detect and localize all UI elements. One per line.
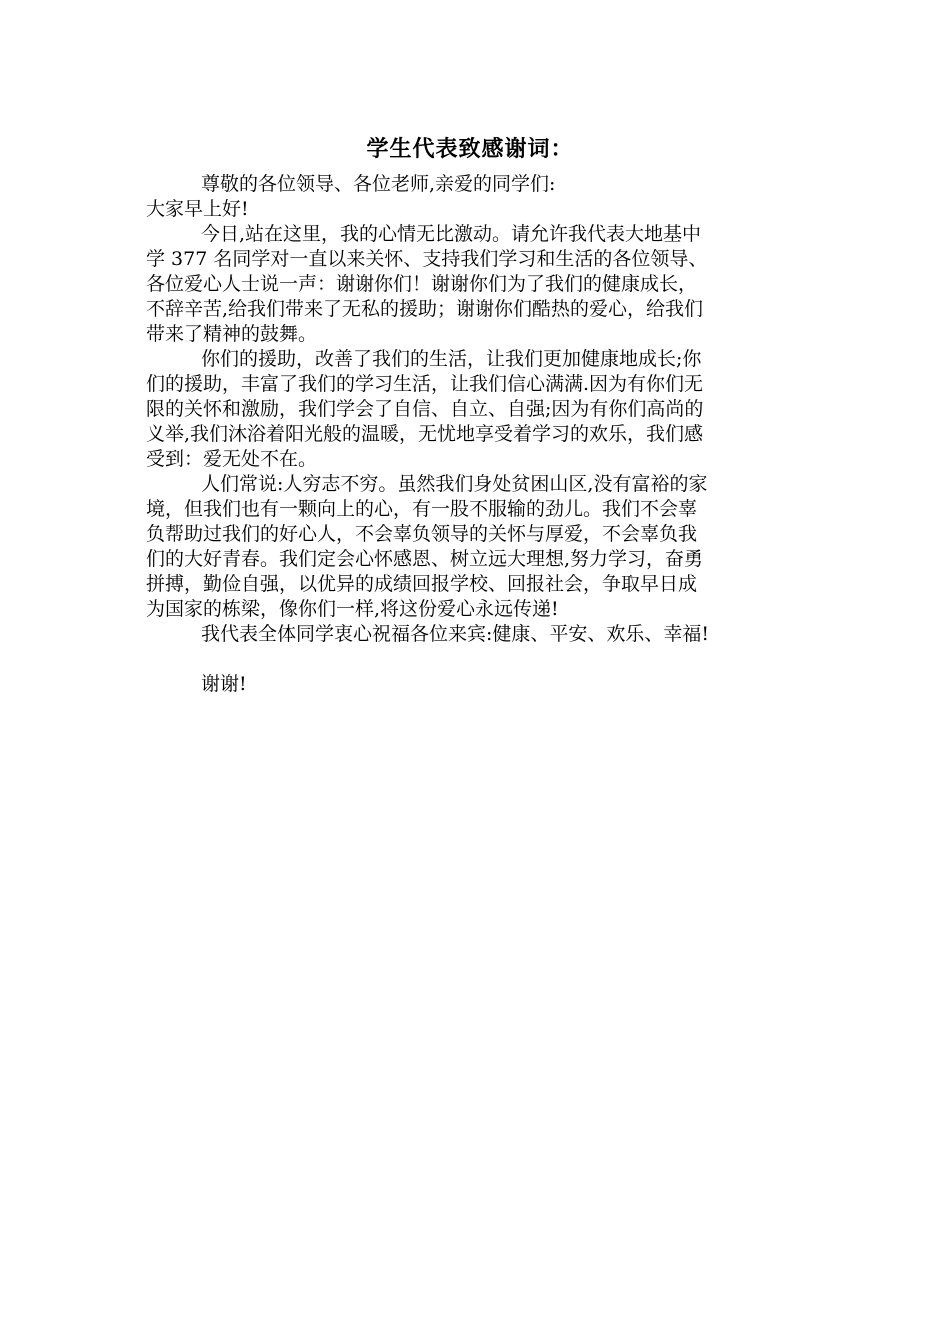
- paragraph-line: 负帮助过我们的好心人，不会辜负领导的关怀与厚爱，不会辜负我: [146, 523, 698, 545]
- greeting-line: 尊敬的各位领导、各位老师,亲爱的同学们:: [201, 173, 556, 195]
- paragraph-line: 各位爱心人士说一声：谢谢你们！谢谢你们为了我们的健康成长，: [146, 273, 698, 295]
- paragraph-line: 受到：爱无处不在。: [146, 448, 318, 470]
- paragraph-line: 你们的援助，改善了我们的生活，让我们更加健康地成长;你: [201, 348, 702, 370]
- closing-line: 谢谢!: [201, 673, 247, 695]
- paragraph-line: 限的关怀和激励，我们学会了自信、自立、自强;因为有你们高尚的: [146, 398, 704, 420]
- paragraph-line: 们的援助，丰富了我们的学习生活，让我们信心满满.因为有你们无: [146, 373, 704, 395]
- paragraph-line: 们的大好青春。我们定会心怀感恩、树立远大理想,努力学习，奋勇: [146, 548, 704, 570]
- greeting-line: 大家早上好!: [146, 198, 249, 220]
- paragraph-line: 义举,我们沐浴着阳光般的温暖，无忧地享受着学习的欢乐，我们感: [146, 423, 704, 445]
- paragraph-line: 带来了精神的鼓舞。: [146, 323, 318, 345]
- paragraph-line: 境，但我们也有一颗向上的心，有一股不服输的劲儿。我们不会辜: [146, 498, 698, 520]
- paragraph-line: 学 377 名同学对一直以来关怀、支持我们学习和生活的各位领导、: [146, 248, 708, 270]
- paragraph-line: 拼搏，勤俭自强，以优异的成绩回报学校、回报社会，争取早日成: [146, 573, 698, 595]
- paragraph-line: 为国家的栋梁，像你们一样,将这份爱心永远传递!: [146, 598, 559, 620]
- document-title: 学生代表致感谢词：: [366, 136, 574, 162]
- blank-line: [146, 647, 816, 672]
- document-body: [146, 172, 816, 697]
- paragraph-line: 人们常说:人穷志不穷。虽然我们身处贫困山区,没有富裕的家: [201, 473, 708, 495]
- blessing-line: 我代表全体同学衷心祝福各位来宾:健康、平安、欢乐、幸福!: [201, 623, 710, 645]
- paragraph-line: 不辞辛苦,给我们带来了无私的援助；谢谢你们酷热的爱心，给我们: [146, 298, 704, 320]
- paragraph-line: 今日,站在这里，我的心情无比激动。请允许我代表大地基中: [201, 223, 702, 245]
